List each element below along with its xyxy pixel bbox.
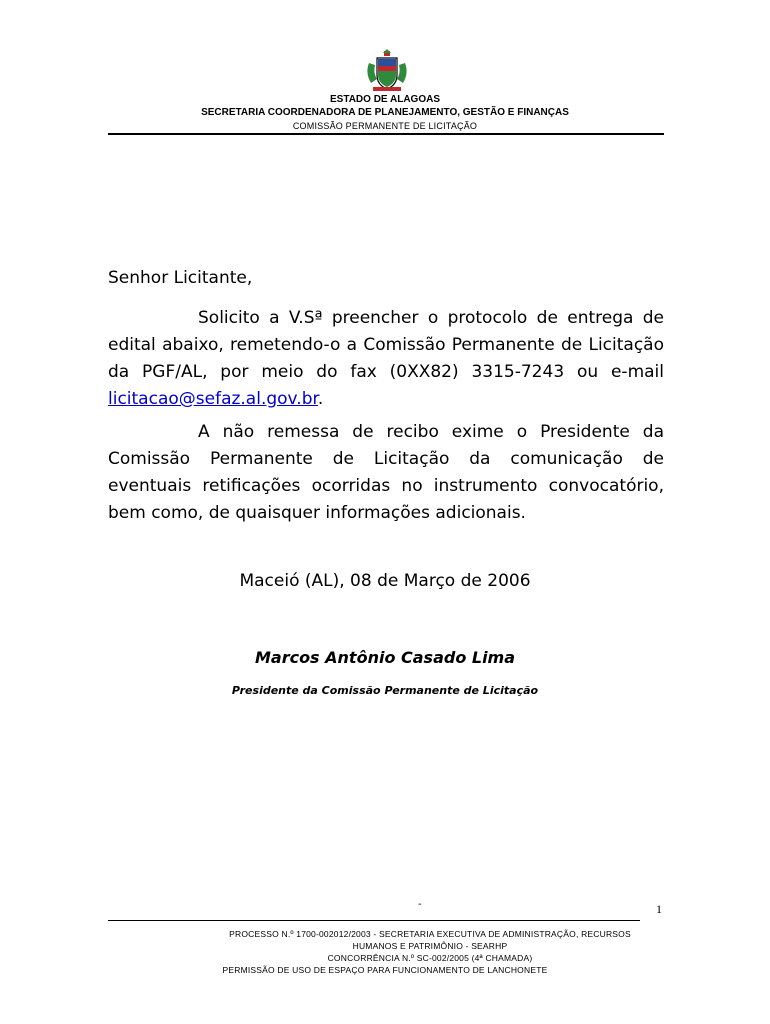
footer-line-3: CONCORRÊNCIA N.º SC-002/2005 (4ª CHAMADA) xyxy=(327,953,533,963)
footer-line-2: HUMANOS E PATRIMÔNIO - SEARHP xyxy=(352,941,508,951)
footer-dot: - xyxy=(418,899,422,910)
date-line: Maceió (AL), 08 de Março de 2006 xyxy=(239,571,531,591)
header-commission: COMISSÃO PERMANENTE DE LICITAÇÃO xyxy=(292,121,478,131)
paragraph-notice xyxy=(108,419,664,527)
footer-divider xyxy=(108,920,640,921)
paragraph-request xyxy=(108,305,664,413)
signature-role: Presidente da Comissão Permanente de Licitação xyxy=(231,684,539,697)
footer-line-1: PROCESSO N.º 1700-002012/2003 - SECRETARIA EXECUTIVA DE ADMINISTRAÇÃO, RECURSOS xyxy=(229,929,631,939)
greeting: Senhor Licitante, xyxy=(108,268,253,288)
paragraph-notice-text: A não remessa de recibo exime o Presidente da Comissão Permanente de Licitação da comunicação de eventuais retificações ocorridas no instrumento convocatório, bem como, de quaisquer informações adicionais. xyxy=(108,422,664,523)
header-state: ESTADO DE ALAGOAS xyxy=(329,94,440,105)
alagoas-coat-of-arms-icon xyxy=(363,49,411,93)
header-divider xyxy=(108,133,664,135)
signature-name: Marcos Antônio Casado Lima xyxy=(254,648,516,667)
page-number: 1 xyxy=(656,902,662,916)
footer-line-4: PERMISSÃO DE USO DE ESPAÇO PARA FUNCIONAMENTO DE LANCHONETE xyxy=(222,965,548,975)
paragraph-request-end: . xyxy=(317,389,324,409)
paragraph-request-text: Solicito a V.Sª preencher o protocolo de entrega de edital abaixo, remetendo-o a Comissão Permanente de Licitação da PGF/AL, por meio do fax (0XX82) 3315-7243 ou e-mail xyxy=(108,308,664,382)
email-link[interactable]: licitacao@sefaz.al.gov.br xyxy=(108,389,318,409)
header-secretariat: SECRETARIA COORDENADORA DE PLANEJAMENTO, GESTÃO E FINANÇAS xyxy=(201,107,569,118)
